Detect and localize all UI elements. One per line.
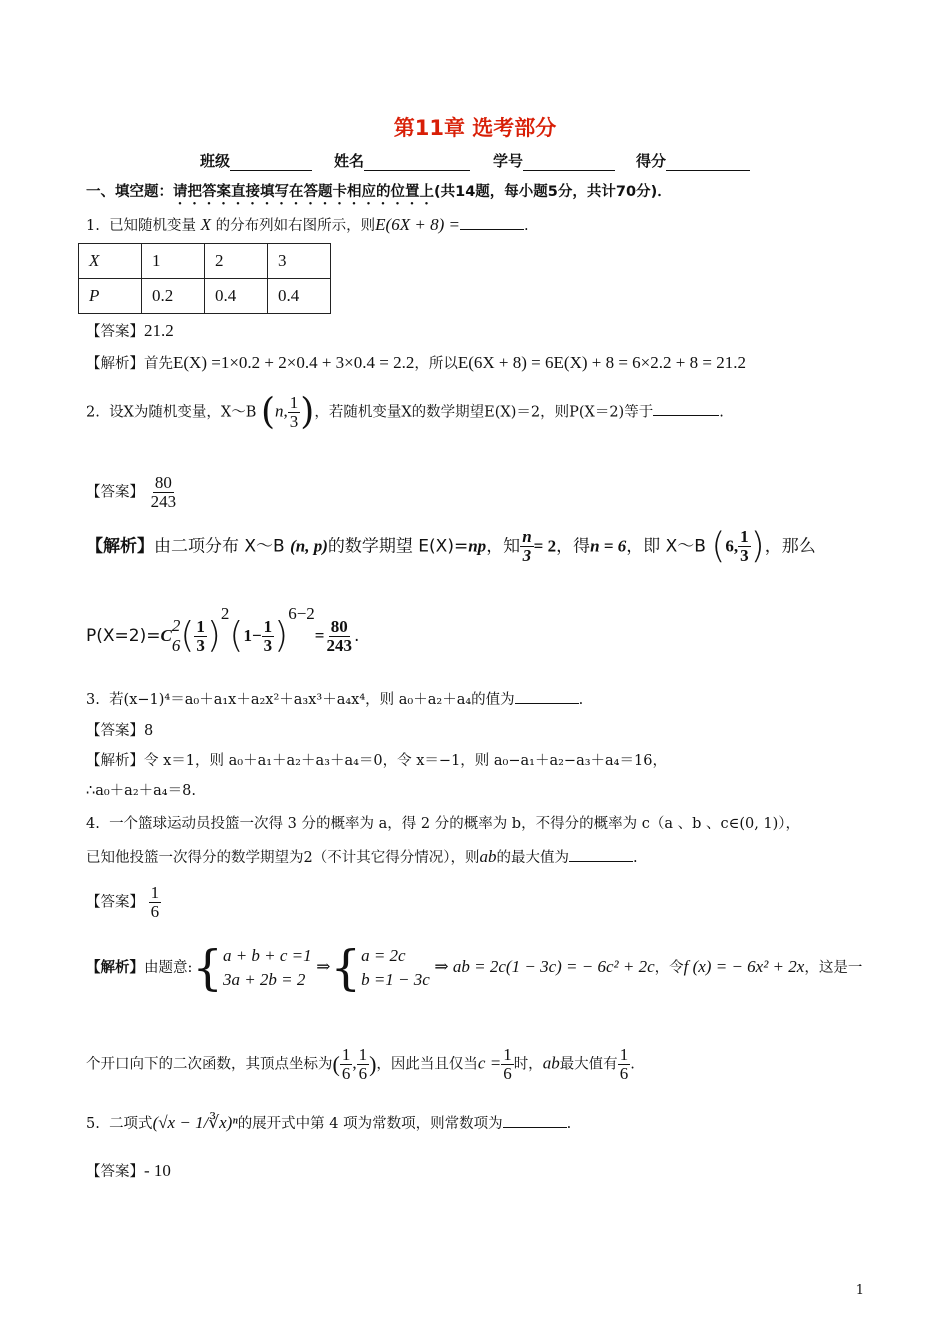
- table-cell: X: [79, 244, 142, 279]
- q2-analysis-formula: [86, 604, 359, 656]
- answer-label: 【答案】: [86, 894, 144, 911]
- q2-formula-eq: =: [314, 626, 325, 645]
- q2-stem: 2. 设X为随机变量，X～B (n, $\frac{1}{3}$ )，若随机变量X的数学期望E(X)＝2，则P(X＝2)等于 .: [86, 391, 724, 433]
- q4-line3-b: ，因此当且仅当: [376, 1056, 478, 1073]
- q2-formula-c: C: [160, 626, 172, 645]
- q3-answer-value: 8: [144, 723, 154, 739]
- left-paren: (: [229, 615, 244, 656]
- q1-answer: [86, 320, 174, 341]
- q1-analysis: [86, 352, 746, 373]
- q1-number: 1.: [86, 218, 100, 234]
- q4-line3-c: c =: [477, 1053, 502, 1073]
- q5-answer: [86, 1160, 171, 1181]
- q4-answer: [86, 884, 161, 921]
- q2-analysis-a: 由二项分布 X～B: [154, 536, 285, 557]
- q4-analysis-c: ，令: [654, 960, 684, 976]
- table-cell: P: [79, 279, 142, 314]
- q4-analysis-line3: 个开口向下的二次函数，其顶点坐标为( $\frac{1}{6}$ , $\frac{1}{6}$ )，因此当且仅当c = $\frac{1}{6}$ 时，ab最大值有 $\frac{1}{6}$ .: [86, 1045, 635, 1083]
- instruction-suffix: (共14题，每小题5分，共计70分)．: [434, 184, 672, 200]
- q2-analysis-c: ，知: [486, 536, 521, 557]
- analysis-label: 【解析】: [86, 536, 154, 557]
- q2-analysis-np2: np: [468, 536, 487, 556]
- answer-label: 【答案】: [86, 324, 144, 340]
- q5-number: 5.: [86, 1116, 100, 1132]
- score-blank: [666, 154, 750, 171]
- table-cell: 0.4: [205, 279, 268, 314]
- q5-blank: [503, 1113, 567, 1128]
- q2-analysis-g: ，即 X～B: [626, 536, 706, 557]
- left-paren: (: [711, 525, 726, 567]
- q2-formula-exp1: 2: [220, 604, 230, 623]
- q4-analysis-a: 由题意:: [144, 960, 193, 976]
- q4-system-1-row: 3a + 2b = 2: [222, 970, 306, 989]
- q2-number: 2.: [86, 404, 100, 421]
- q2-analysis-e: ，得: [556, 536, 591, 557]
- q2-answer: [86, 474, 178, 511]
- q2-formula-frac1: $\frac{1}{3}$: [196, 616, 205, 655]
- q3-answer: [86, 719, 153, 740]
- brace-1: {: [192, 940, 223, 996]
- q4-vertex-x: $\frac{1}{6}$: [341, 1045, 351, 1083]
- q4-line3-a: 个开口向下的二次函数，其顶点坐标为: [86, 1056, 333, 1073]
- table-cell: 3: [268, 244, 331, 279]
- q3-analysis-text: 令 x＝1，则 a₀＋a₁＋a₂＋a₃＋a₄＝0，令 x＝−1，则 a₀−a₁＋a₂−a₃＋a₄＝16，: [144, 753, 667, 769]
- score-field: [636, 150, 750, 171]
- q2-answer-fraction: $\frac{80}{243}$: [150, 473, 177, 511]
- answer-label: 【答案】: [86, 484, 144, 501]
- left-paren: (: [180, 615, 195, 656]
- q5-stem: [86, 1112, 571, 1133]
- right-paren: ): [750, 525, 765, 567]
- answer-label: 【答案】: [86, 1164, 144, 1180]
- analysis-label: 【解析】: [86, 753, 144, 769]
- q4-system-2-row: a = 2c: [361, 946, 406, 966]
- class-field: [200, 150, 312, 171]
- q1-analysis-a: 首先: [144, 356, 173, 372]
- name-field: [334, 150, 470, 171]
- q3-end: .: [578, 692, 584, 708]
- answer-label: 【答案】: [86, 723, 144, 739]
- q4-line2-b: 的最大值为: [496, 850, 569, 866]
- q2-fraction: $\frac{1}{3}$: [289, 393, 299, 431]
- id-field: [493, 150, 615, 171]
- instruction-emphasis: 请把答案直接填写在答题卡相应的位置上: [173, 184, 434, 200]
- q1-blank: [460, 215, 524, 230]
- q2-analysis-np: (n, p): [290, 536, 328, 556]
- q4-line1-text: 一个篮球运动员投篮一次得 3 分的概率为 a，得 2 分的概率为 b，不得分的概率为 c（a 、b 、c∈(0, 1)），: [109, 816, 801, 832]
- q4-line2-a: 已知他投篮一次得分的数学期望为2（不计其它得分情况），则: [86, 850, 480, 866]
- q4-number: 4.: [86, 816, 100, 832]
- q1-stem: [86, 214, 529, 235]
- score-label: 得分: [636, 152, 667, 170]
- q4-line2-ab: ab: [479, 847, 497, 866]
- q4-analysis-d: f (x) = − 6x² + 2x: [683, 957, 805, 976]
- q2-analysis-i: ，那么: [764, 536, 816, 557]
- q4-line3-f: 最大值有: [559, 1056, 618, 1073]
- analysis-label: 【解析】: [86, 960, 144, 976]
- q2-end: .: [719, 404, 724, 421]
- q5-end: .: [566, 1116, 572, 1132]
- q2-formula-sup: 2: [171, 615, 181, 635]
- q1-var: X: [200, 215, 212, 234]
- q3-text: 若(x−1)⁴＝a₀＋a₁x＋a₂x²＋a₃x³＋a₄x⁴，则 a₀＋a₂＋a₄的值为: [109, 692, 515, 708]
- q4-c-value: $\frac{1}{6}$: [503, 1045, 512, 1083]
- q3-number: 3.: [86, 692, 100, 708]
- q5-expr: (√x − 1/∛x)ⁿ: [152, 1113, 238, 1132]
- page-title: 第11章 选考部分: [393, 116, 557, 140]
- q4-line1: [86, 812, 800, 833]
- table-row: [79, 279, 331, 314]
- brace-2: {: [330, 940, 362, 996]
- q1-text-b: 的分布列如右图所示，则: [215, 218, 376, 234]
- instruction: [86, 180, 672, 208]
- q4-line3-d: 时，: [513, 1056, 543, 1073]
- q2-formula-result: $\frac{80}{243}$: [326, 616, 352, 655]
- q4-system-2-row: b =1 − 3c: [361, 970, 430, 989]
- right-paren: ): [206, 615, 221, 656]
- q2-formula-lhs: P(X=2)=: [86, 626, 161, 646]
- q2-analysis-third: $\frac{1}{3}$: [740, 527, 749, 565]
- q4-vertex-y: $\frac{1}{6}$: [358, 1045, 368, 1083]
- q2-param-n: n: [275, 401, 284, 421]
- q4-answer-fraction: $\frac{1}{6}$: [150, 883, 160, 921]
- q2-analysis-h: 6,: [725, 536, 739, 556]
- q3-stem: [86, 688, 583, 709]
- right-paren: ): [300, 391, 315, 433]
- q4-analysis-e: ，这是一: [804, 960, 863, 976]
- instruction-prefix: 一、填空题：: [86, 184, 173, 200]
- q4-system-2: [361, 944, 430, 992]
- table-cell: 0.2: [142, 279, 205, 314]
- q1-analysis-expr1: E(X) =1×0.2 + 2×0.4 + 3×0.4 = 2.2: [173, 353, 415, 372]
- q5-answer-value: - 10: [144, 1161, 171, 1180]
- name-label: 姓名: [334, 152, 365, 170]
- table-cell: 1: [142, 244, 205, 279]
- q2-text-a: 设X为随机变量，X～B: [109, 404, 257, 421]
- q5-text-b: 的展开式中第 4 项为常数项，则常数项为: [237, 1116, 503, 1132]
- page-number: 1: [855, 1283, 864, 1298]
- table-cell: 2: [205, 244, 268, 279]
- analysis-label: 【解析】: [86, 356, 144, 372]
- q2-formula-end: .: [353, 626, 360, 646]
- q4-analysis: [86, 940, 863, 996]
- q3-analysis: [86, 749, 667, 770]
- q4-line3-e: ab: [542, 1053, 560, 1073]
- q4-arrow: ⇒: [316, 957, 331, 976]
- q2-formula-exp2: 6−2: [288, 604, 315, 623]
- q4-line2: [86, 846, 638, 867]
- q4-blank: [569, 847, 633, 862]
- q3-conclusion: ∴a₀＋a₂＋a₄＝8.: [86, 783, 196, 799]
- table-row: [79, 244, 331, 279]
- q4-analysis-b: ⇒ ab = 2c(1 − 3c) = − 6c² + 2c: [434, 957, 655, 976]
- q2-analysis-fraction: $\frac{n}{3}$: [522, 527, 532, 565]
- q2-analysis: [86, 525, 816, 567]
- q2-formula-frac2: $\frac{1}{3}$: [263, 616, 273, 655]
- q2-text-b: ，若随机变量X的数学期望E(X)＝2，则P(X＝2)等于: [314, 404, 654, 421]
- q1-text-a: 已知随机变量: [109, 218, 197, 234]
- q2-blank: [653, 401, 719, 416]
- q1-analysis-mid: ，所以: [414, 356, 458, 372]
- q1-distribution-table: [78, 243, 331, 314]
- q4-system-1: [223, 944, 312, 992]
- class-label: 班级: [200, 152, 231, 170]
- class-blank: [230, 154, 312, 171]
- id-blank: [523, 154, 615, 171]
- name-blank: [364, 154, 470, 171]
- q2-formula-one: 1−: [243, 626, 262, 645]
- right-paren: ): [274, 615, 289, 656]
- q2-analysis-b: 的数学期望 E(X)=: [327, 536, 469, 557]
- left-paren: (: [260, 391, 276, 433]
- q3-blank: [515, 689, 579, 704]
- q1-analysis-expr2: E(6X + 8) = 6E(X) + 8 = 6×2.2 + 8 = 21.2: [457, 353, 746, 372]
- q2-analysis-f: n = 6: [590, 536, 627, 556]
- q1-answer-value: 21.2: [144, 321, 174, 340]
- q1-end: .: [523, 218, 529, 234]
- q2-formula-sub: 6: [171, 636, 181, 655]
- q5-text-a: 二项式: [109, 1116, 153, 1132]
- q4-line3-end: .: [630, 1056, 635, 1073]
- q2-analysis-d: = 2: [533, 536, 557, 556]
- q1-expr: E(6X + 8) =: [375, 215, 460, 234]
- q4-end: .: [632, 850, 638, 866]
- id-label: 学号: [493, 152, 524, 170]
- table-cell: 0.4: [268, 279, 331, 314]
- q4-max-value: $\frac{1}{6}$: [619, 1045, 629, 1083]
- q4-system-1-row: a + b + c =1: [222, 946, 312, 966]
